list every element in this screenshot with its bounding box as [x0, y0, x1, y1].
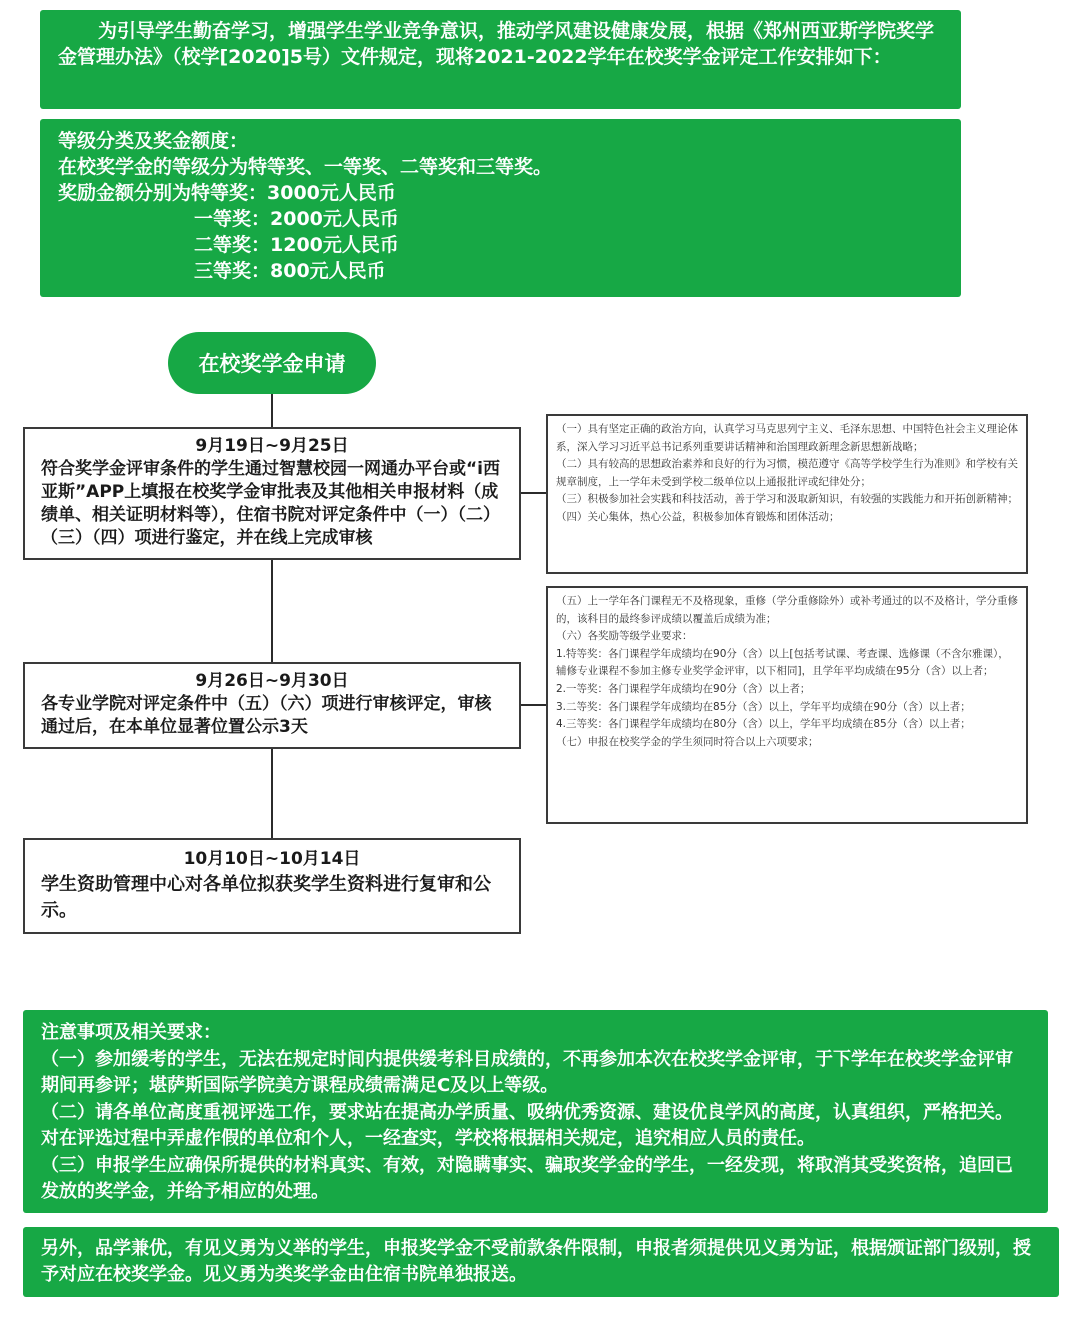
flow-step-3 — [23, 838, 521, 934]
conditions-box-1 — [546, 414, 1028, 574]
extra-note-box — [23, 1227, 1059, 1297]
step-2-date: 9月26日~9月30日 — [195, 671, 349, 691]
condition-item: 1.特等奖：各门课程学年成绩均在90分（含）以上[包括考试课、考查课、选修课（不含尔雅课），辅修专业课程不参加主修专业奖学金评审，以下相同]，且学年平均成绩在95分（含）以上者； — [556, 647, 1009, 678]
notes-item: （二）请各单位高度重视评选工作，要求站在提高办学质量、吸纳优秀资源、建设优良学风的高度，认真组织，严格把关。对在评选过程中弄虚作假的单位和个人，一经查实，学校将根据相关规定，追究相应人员的责任。 — [41, 1101, 1013, 1149]
intro-text: 为引导学生勤奋学习，增强学生学业竞争意识，推动学风建设健康发展，根据《郑州西亚斯学院奖学金管理办法》（校学[2020]5号）文件规定，现将2021-2022学年在校奖学金评定工作安排如下： — [58, 20, 935, 68]
notes-heading: 注意事项及相关要求： — [41, 1022, 221, 1043]
condition-item: （一）具有坚定正确的政治方向，认真学习马克思列宁主义、毛泽东思想、中国特色社会主义理论体系，深入学习习近平总书记系列重要讲话精神和治国理政新理念新思想新战略； — [556, 423, 1018, 453]
condition-item: （七）申报在校奖学金的学生须同时符合以上六项要求； — [556, 735, 819, 748]
levels-line-first: 一等奖：2000元人民币 — [194, 208, 399, 230]
flow-start-node: 在校奖学金申请 — [168, 332, 376, 394]
extra-note-text: 另外，品学兼优，有见义勇为义举的学生，申报奖学金不受前款条件限制，申报者须提供见义勇为证，根据颁证部门级别，授予对应在校奖学金。见义勇为类奖学金由住宿书院单独报送。 — [41, 1238, 1031, 1285]
condition-item: （二）具有较高的思想政治素养和良好的行为习惯，模范遵守《高等学校学生行为准则》和学校有关规章制度，上一学年未受到学校二级单位以上通报批评或纪律处分； — [556, 458, 1018, 488]
levels-line-special: 奖励金额分别为特等奖：3000元人民币 — [58, 182, 396, 204]
step-1-text: 符合奖学金评审条件的学生通过智慧校园一网通办平台或“i西亚斯”APP上填报在校奖学金审批表及其他相关申报材料（成绩单、相关证明材料等），住宿书院对评定条件中（一）（二）（三）（四）项进行鉴定，并在线上完成审核 — [41, 459, 500, 548]
connector-step2-conditions — [521, 704, 546, 706]
step-1-date: 9月19日~9月25日 — [195, 436, 349, 456]
levels-line-categories: 在校奖学金的等级分为特等奖、一等奖、二等奖和三等奖。 — [58, 156, 553, 178]
connector-step2-step3 — [271, 749, 273, 838]
flow-step-2 — [23, 662, 521, 749]
condition-item: 3.二等奖：各门课程学年成绩均在85分（含）以上，学年平均成绩在90分（含）以上者； — [556, 700, 971, 713]
award-levels-box — [40, 119, 961, 297]
notes-box — [23, 1010, 1048, 1213]
step-3-date: 10月10日~10月14日 — [183, 849, 361, 869]
intro-box — [40, 10, 961, 109]
levels-line-second: 二等奖：1200元人民币 — [194, 234, 399, 256]
condition-item: （五）上一学年各门课程无不及格现象，重修（学分重修除外）或补考通过的以不及格计，学分重修的，该科目的最终参评成绩以覆盖后成绩为准； — [556, 595, 1018, 625]
connector-step1-step2 — [271, 560, 273, 662]
levels-heading: 等级分类及奖金额度： — [58, 130, 249, 152]
connector-start-step1 — [271, 394, 273, 427]
notes-item: （一）参加缓考的学生，无法在规定时间内提供缓考科目成绩的，不再参加本次在校奖学金评审，于下学年在校奖学金评审期间再参评；堪萨斯国际学院美方课程成绩需满足C及以上等级。 — [41, 1048, 1013, 1096]
step-3-text: 学生资助管理中心对各单位拟获奖学生资料进行复审和公示。 — [41, 874, 491, 921]
condition-item: （六）各奖励等级学业要求： — [556, 630, 693, 643]
conditions-box-2 — [546, 586, 1028, 824]
step-2-text: 各专业学院对评定条件中（五）（六）项进行审核评定，审核通过后，在本单位显著位置公示3天 — [41, 694, 492, 737]
condition-item: 2.一等奖：各门课程学年成绩均在90分（含）以上者； — [556, 682, 811, 695]
condition-item: （三）积极参加社会实践和科技活动，善于学习和汲取新知识，有较强的实践能力和开拓创新精神； — [556, 493, 1018, 506]
condition-item: （四）关心集体，热心公益，积极参加体育锻炼和团体活动； — [556, 510, 840, 523]
levels-line-third: 三等奖：800元人民币 — [194, 260, 386, 282]
notes-item: （三）申报学生应确保所提供的材料真实、有效，对隐瞒事实、骗取奖学金的学生，一经发现，将取消其受奖资格，追回已发放的奖学金，并给予相应的处理。 — [41, 1154, 1013, 1202]
condition-item: 4.三等奖：各门课程学年成绩均在80分（含）以上，学年平均成绩在85分（含）以上者； — [556, 718, 971, 731]
connector-step1-conditions — [521, 492, 546, 494]
flow-step-1 — [23, 427, 521, 560]
